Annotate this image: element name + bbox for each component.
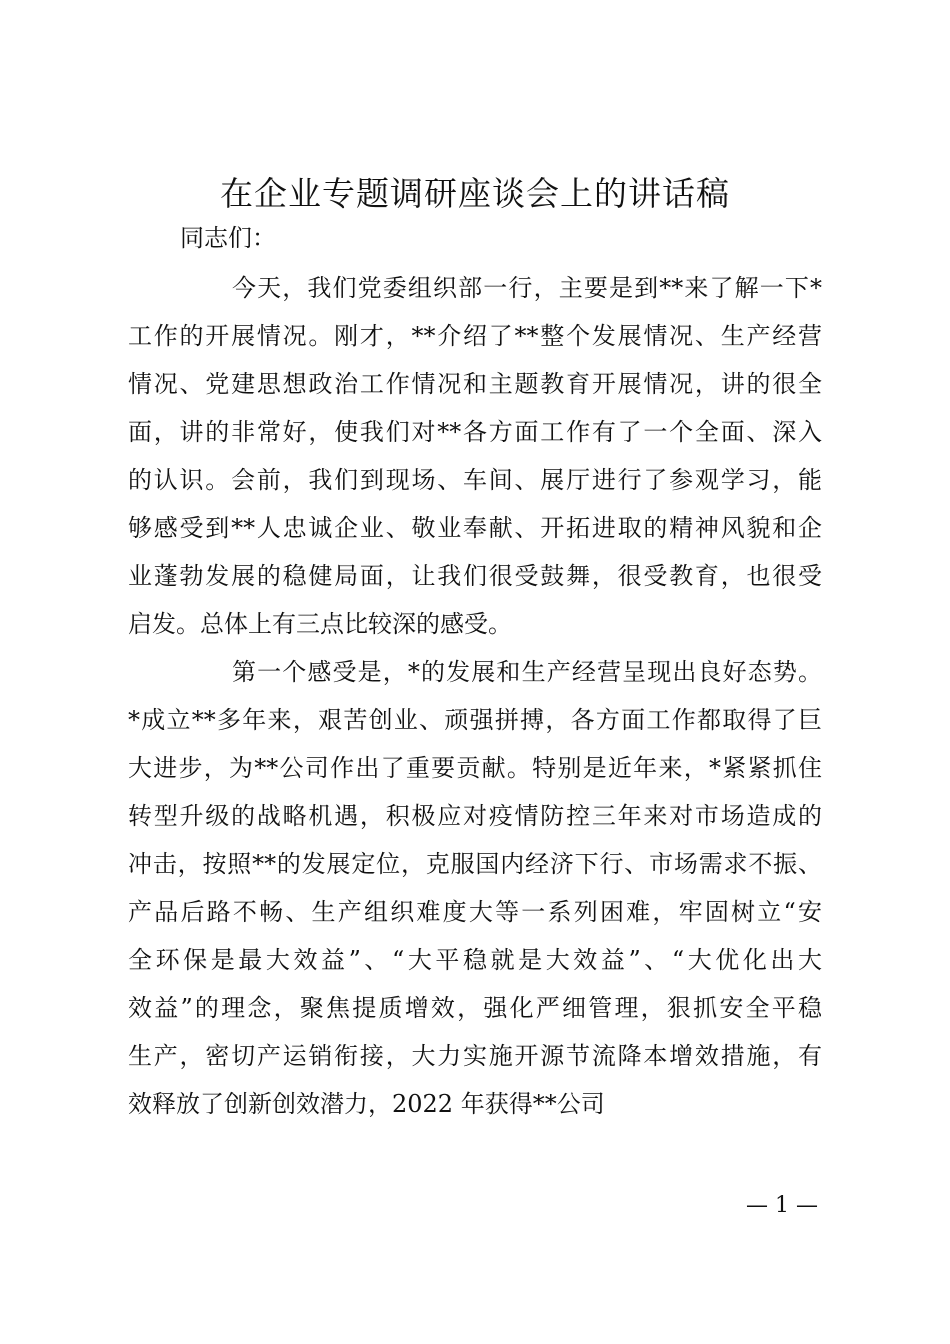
paragraph-2-line-10: 效释放了创新创效潜力，2022 年获得**公司: [128, 1090, 605, 1118]
paragraph-2-line-8: 效益”的理念，聚焦提质增效，强化严细管理，狠抓安全平稳: [128, 994, 822, 1022]
paragraph-1-line-5: 的认识。会前，我们到现场、车间、展厅进行了参观学习，能: [128, 466, 822, 494]
paragraph-2-line-2: *成立**多年来，艰苦创业、顽强拼搏，各方面工作都取得了巨: [128, 706, 822, 734]
paragraph-2-line-3: 大进步，为**公司作出了重要贡献。特别是近年来，*紧紧抓住: [128, 754, 822, 782]
paragraph-1-line-4: 面，讲的非常好，使我们对**各方面工作有了一个全面、深入: [128, 418, 822, 446]
paragraph-1-line-2: 工作的开展情况。刚才，**介绍了**整个发展情况、生产经营: [128, 322, 822, 350]
paragraph-1-line-6: 够感受到**人忠诚企业、敬业奉献、开拓进取的精神风貌和企: [128, 514, 822, 542]
paragraph-2-line-4: 转型升级的战略机遇，积极应对疫情防控三年来对市场造成的: [128, 802, 822, 830]
paragraph-2-line-1: 第一个感受是，*的发展和生产经营呈现出良好态势。: [232, 658, 822, 686]
document-title: 在企业专题调研座谈会上的讲话稿: [220, 174, 730, 213]
paragraph-1-line-8: 启发。总体上有三点比较深的感受。: [128, 610, 512, 638]
paragraph-2-line-7: 全环保是最大效益”、“大平稳就是大效益”、“大优化出大: [128, 946, 822, 974]
paragraph-1-line-1: 今天，我们党委组织部一行，主要是到**来了解一下*: [232, 274, 822, 302]
salutation: 同志们：: [180, 224, 276, 252]
paragraph-1-line-7: 业蓬勃发展的稳健局面，让我们很受鼓舞，很受教育，也很受: [128, 562, 822, 590]
page-number: — 1 —: [746, 1193, 818, 1218]
paragraph-2-line-6: 产品后路不畅、生产组织难度大等一系列困难，牢固树立“安: [128, 898, 822, 926]
paragraph-2-line-9: 生产，密切产运销衔接，大力实施开源节流降本增效措施，有: [128, 1042, 822, 1070]
paragraph-2-line-5: 冲击，按照**的发展定位，克服国内经济下行、市场需求不振、: [128, 850, 822, 878]
paragraph-1-line-3: 情况、党建思想政治工作情况和主题教育开展情况，讲的很全: [128, 370, 822, 398]
